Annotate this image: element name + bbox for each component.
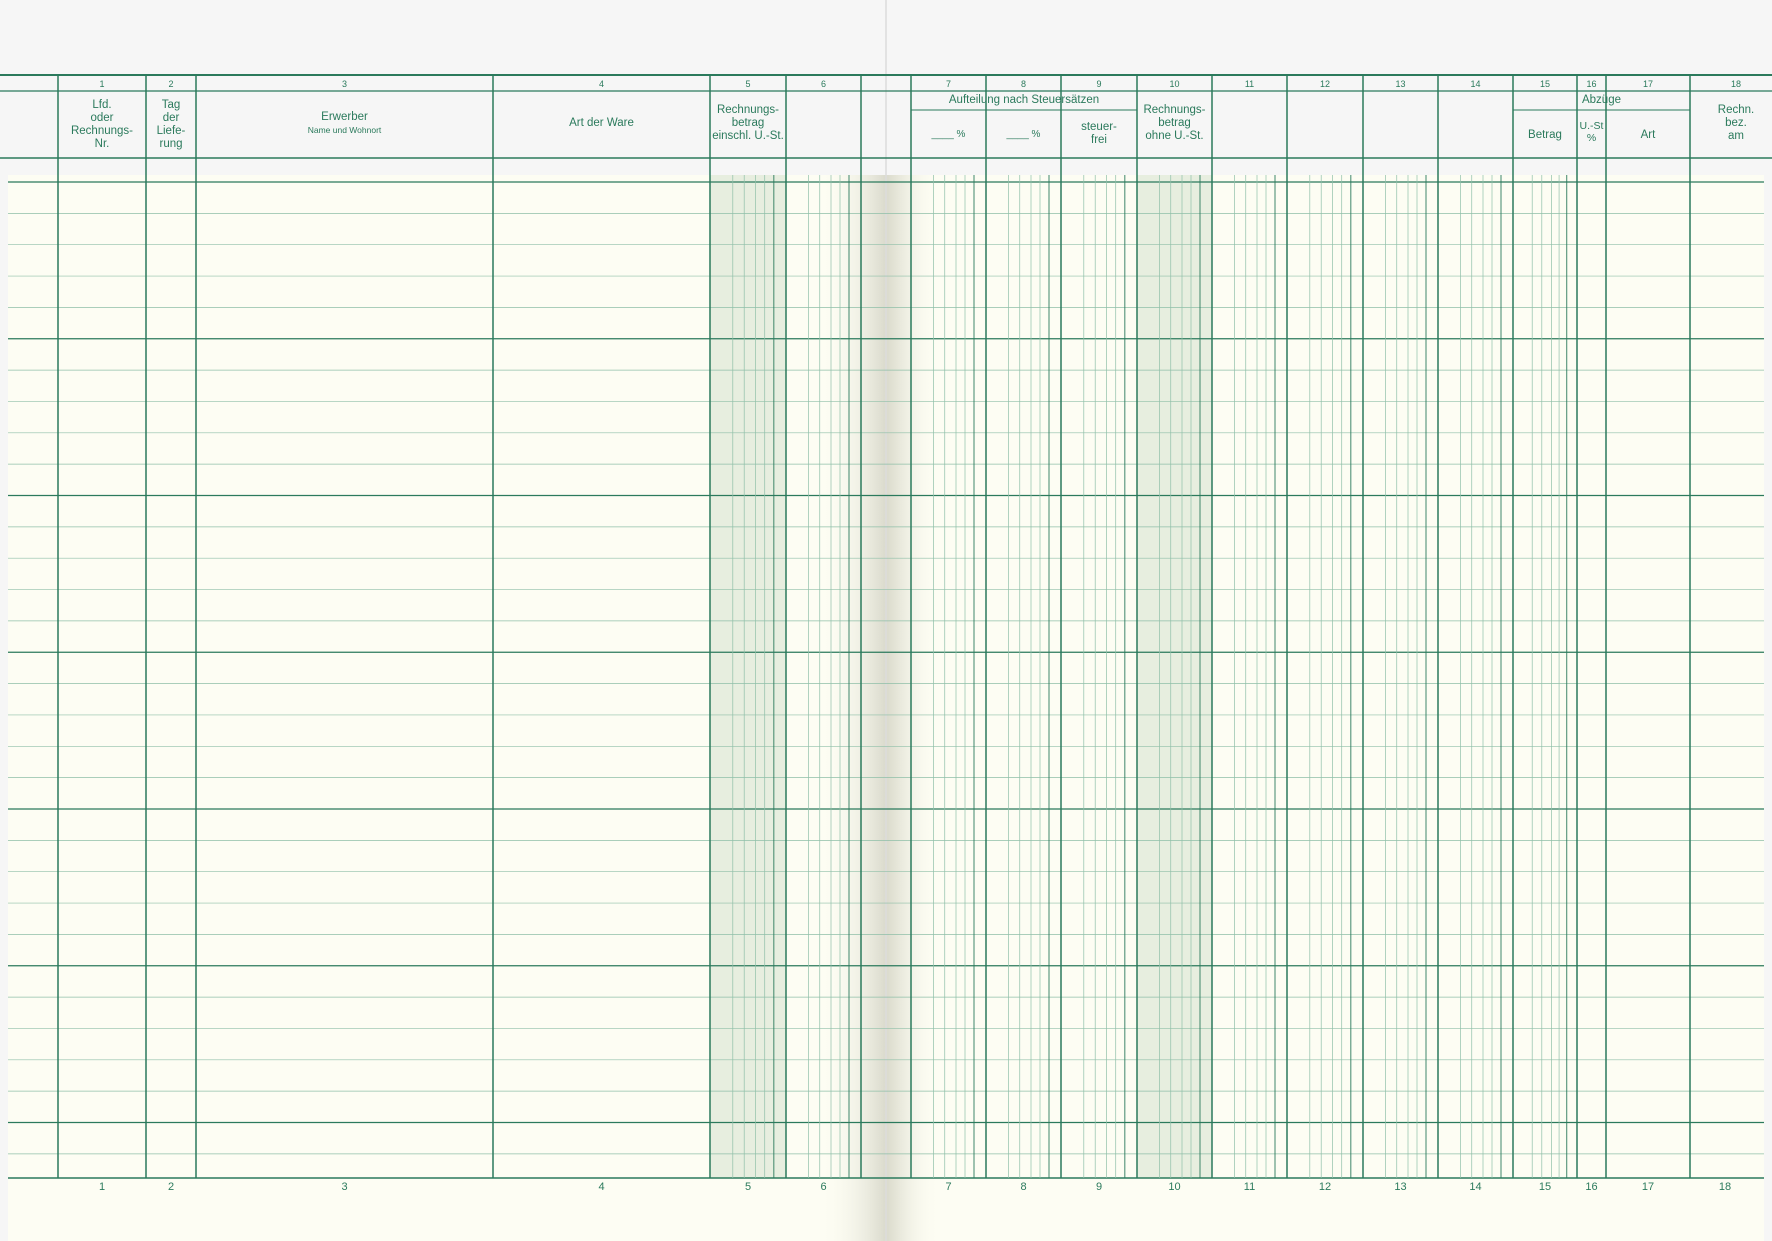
col-number-8: 8 <box>1020 79 1026 89</box>
footer-col-number-9: 9 <box>1095 1181 1103 1193</box>
col-number-10: 10 <box>1169 79 1180 89</box>
col-number-12: 12 <box>1319 79 1330 89</box>
col-number-2: 2 <box>168 79 174 89</box>
binding-gutter <box>820 175 940 1241</box>
header-abzuege: Abzüge <box>1581 94 1621 106</box>
header-ust-pct: U.-St % <box>1579 120 1604 144</box>
header-rechnungsbetrag-ohne: Rechnungs- betrag ohne U.-St. <box>1143 104 1206 142</box>
col-number-14: 14 <box>1470 79 1481 89</box>
footer-col-number-1: 1 <box>98 1181 106 1193</box>
header-art: Art <box>1640 129 1656 141</box>
col-number-16: 16 <box>1586 79 1597 89</box>
col-number-17: 17 <box>1642 79 1653 89</box>
col-number-13: 13 <box>1395 79 1406 89</box>
col-number-9: 9 <box>1096 79 1102 89</box>
footer-col-number-8: 8 <box>1020 1181 1027 1193</box>
header-pct-a: ____ % <box>931 129 966 140</box>
footer-col-number-14: 14 <box>1469 1181 1482 1193</box>
header-steuerfrei: steuer- frei <box>1081 121 1117 146</box>
footer-col-number-16: 16 <box>1585 1181 1598 1193</box>
footer-col-number-3: 3 <box>341 1181 348 1193</box>
shaded-column-5 <box>710 175 786 1178</box>
footer-col-number-17: 17 <box>1641 1181 1655 1193</box>
col-number-4: 4 <box>598 79 604 89</box>
footer-col-number-5: 5 <box>744 1181 752 1193</box>
col-number-11: 11 <box>1244 79 1255 89</box>
header-aufteilung: Aufteilung nach Steuersätzen <box>948 94 1100 106</box>
footer-col-number-11: 11 <box>1243 1181 1256 1193</box>
footer-col-number-18: 18 <box>1718 1181 1732 1193</box>
footer-col-number-13: 13 <box>1394 1181 1407 1193</box>
header-art-der-ware: Art der Ware <box>569 117 634 129</box>
header-lfd-nr: Lfd. oder Rechnungs- Nr. <box>70 99 133 150</box>
footer-col-number-2: 2 <box>167 1181 175 1193</box>
header-erwerber-sub: Name und Wohnort <box>307 125 382 135</box>
footer-col-number-12: 12 <box>1318 1181 1332 1193</box>
shaded-column-10 <box>1137 175 1212 1178</box>
col-number-18: 18 <box>1730 79 1741 89</box>
footer-col-number-15: 15 <box>1538 1181 1552 1193</box>
footer-col-number-10: 10 <box>1168 1181 1181 1193</box>
footer-col-number-4: 4 <box>598 1181 605 1193</box>
footer-col-number-6: 6 <box>820 1181 827 1193</box>
header-rechn-bez: Rechn. bez. am <box>1717 104 1755 142</box>
header-tag-lieferung: Tag der Liefe- rung <box>156 99 186 150</box>
col-number-15: 15 <box>1539 79 1550 89</box>
header-rechnungsbetrag-incl: Rechnungs- betrag einschl. U.-St. <box>712 104 784 142</box>
col-number-7: 7 <box>945 79 951 89</box>
col-number-5: 5 <box>745 79 751 89</box>
header-erwerber: Erwerber <box>321 111 368 123</box>
col-number-6: 6 <box>820 79 826 89</box>
col-number-3: 3 <box>341 79 347 89</box>
header-betrag: Betrag <box>1528 129 1562 141</box>
footer-col-number-7: 7 <box>945 1181 952 1193</box>
header-pct-b: ____ % <box>1006 129 1041 140</box>
col-number-1: 1 <box>99 79 105 89</box>
